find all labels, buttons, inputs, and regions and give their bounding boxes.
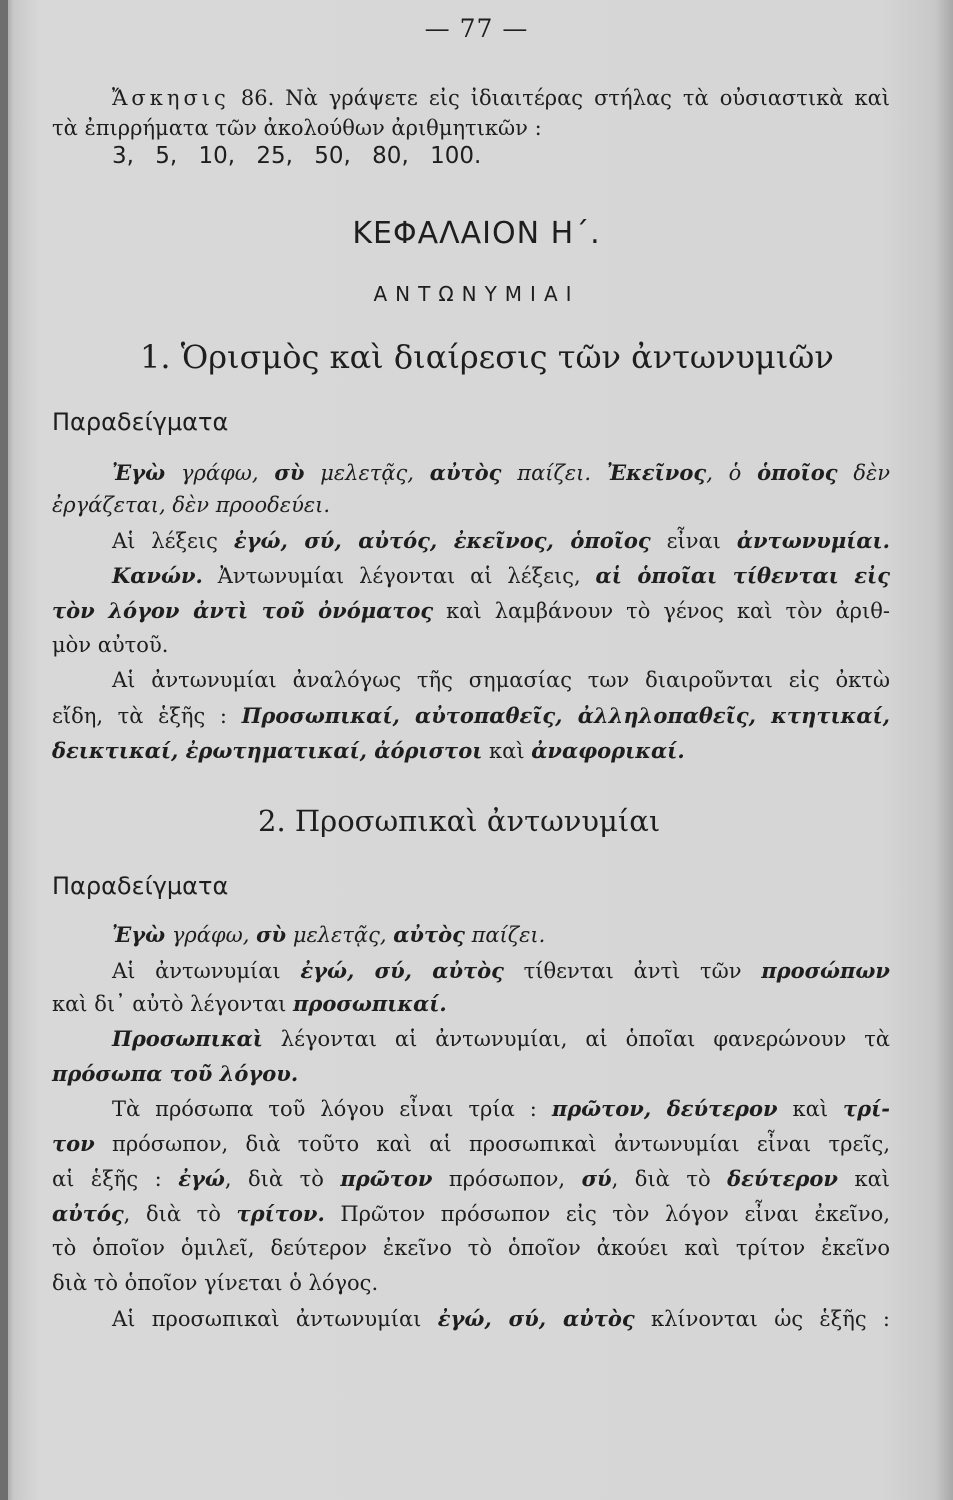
term-prosopikai: προσωπικαί. (293, 991, 447, 1016)
s2-para4-line5: τὸ ὁποῖον ὁμιλεῖ, δεύτερον ἐκεῖνο τὸ ὁποῖον ἀκούει καὶ τρίτον ἐκεῖνο (52, 1236, 890, 1260)
s1-para1-line2: ἐργάζεται, δὲν προοδεύει. (52, 493, 331, 517)
text: δὲν (837, 461, 890, 485)
s2-para4-line4 (52, 1201, 890, 1227)
word-sy: σὺ (256, 922, 287, 947)
text: παίζει. (464, 923, 546, 947)
page-number: — 77 — (424, 14, 529, 43)
text: Αἱ προσωπικαὶ ἀντωνυμίαι (112, 1307, 438, 1331)
s2-para5-line1 (112, 1306, 890, 1332)
pronoun-types: δεικτικαί, ἐρωτηματικαί, ἀόριστοι (52, 738, 483, 763)
s2-example-line (112, 922, 950, 948)
text: Πρῶτον πρόσωπον εἰς τὸν λόγον εἶναι ἐκεῖνο, (324, 1202, 890, 1226)
text: μελετᾷς, (286, 923, 394, 947)
word-ego: ἐγώ (178, 1166, 225, 1191)
s1-para4-line1: Αἱ ἀντωνυμίαι ἀναλόγως τῆς σημασίας των διαιροῦνται εἰς ὀκτὼ (112, 668, 890, 692)
text: , ὁ (706, 461, 758, 485)
word-opoios: ὁποῖος (757, 460, 838, 485)
text: εἴδη, τὰ ἑξῆς : (52, 704, 242, 728)
section-2-examples-heading: Παραδείγματα (52, 872, 229, 900)
text: καὶ λαμβάνουν τὸ γένος καὶ τὸν ἀριθ- (433, 599, 890, 623)
s1-para4-line3 (52, 738, 890, 764)
text: Αἱ ἀντωνυμίαι (112, 959, 301, 983)
pronoun-list: ἐγώ, σύ, αὐτὸς (300, 958, 504, 983)
word-sy: σύ (581, 1166, 612, 1191)
term-persons: τρίτον. (236, 1201, 325, 1226)
text: Ἀντωνυμίαι λέγονται αἱ λέξεις, (202, 564, 596, 588)
pronoun-types: ἀναφορικαί. (531, 738, 685, 763)
word-ekeinos: Ἐκεῖνος (606, 460, 707, 485)
pronoun-list: ἐγώ, σύ, αὐτὸς (437, 1306, 635, 1331)
pronoun-types: Προσωπικαί, αὐτοπαθεῖς, ἀλληλοπαθεῖς, κτητικαί, (241, 703, 890, 728)
text: , διὰ τὸ (123, 1202, 237, 1226)
s1-rule-line2 (52, 598, 890, 624)
term-prosopikai: Προσωπικαὶ (112, 1026, 263, 1051)
exercise-text: 86. Νὰ γράψετε εἰς ἰδιαιτέρας στήλας τὰ οὐσιαστικὰ καὶ (240, 86, 890, 110)
chapter-subtitle: ΑΝΤΩΝΥΜΙΑΙ (373, 282, 580, 306)
text: γράφω, (165, 461, 275, 485)
term-antonymiai: ἀντωνυμίαι. (736, 528, 890, 553)
text: αἱ ἑξῆς : (52, 1167, 179, 1191)
text: Αἱ λέξεις (112, 529, 234, 553)
s2-para3-line2: πρόσωπα τοῦ λόγου. (52, 1061, 299, 1086)
section-1-examples-heading: Παραδείγματα (52, 408, 229, 436)
text: κλίνονται ὡς ἑξῆς : (634, 1307, 891, 1331)
text: γράφω, (165, 923, 257, 947)
term-persons: πρῶτον (340, 1166, 433, 1191)
text: πρόσωπον, (432, 1167, 582, 1191)
s2-para2-line1 (112, 958, 890, 984)
s1-para2-line1 (112, 528, 890, 554)
text: παίζει. (501, 461, 607, 485)
s2-para4-line1 (112, 1096, 890, 1122)
text: πρόσωπον, διὰ τοῦτο καὶ αἱ προσωπικαὶ ἀντωνυμίαι εἶναι τρεῖς, (94, 1132, 890, 1156)
chapter-title: ΚΕΦΑΛΑΙΟΝ Η΄. (352, 216, 601, 251)
term-persons: πρῶτον, δεύτερον (551, 1096, 778, 1121)
section-2-title: 2. Προσωπικαὶ ἀντωνυμίαι (258, 804, 661, 838)
word-aftos: αὐτὸς (429, 460, 502, 485)
s2-para4-line3 (52, 1166, 890, 1192)
text: Τὰ πρόσωπα τοῦ λόγου εἶναι τρία : (112, 1097, 552, 1121)
word-aftos: αὐτός (52, 1201, 124, 1226)
text: εἶναι (650, 529, 737, 553)
term-persons: δεύτερον (727, 1166, 838, 1191)
pronoun-list: ἐγώ, σύ, αὐτός, ἐκεῖνος, ὁποῖος (233, 528, 651, 553)
word-sy: σὺ (274, 460, 305, 485)
text: καὶ (777, 1097, 844, 1121)
s1-rule-line3: μὸν αὐτοῦ. (52, 633, 169, 657)
text: καὶ (837, 1167, 891, 1191)
s2-para4-line2 (52, 1131, 890, 1157)
text: καὶ δι᾽ αὐτὸ λέγονται (52, 992, 294, 1016)
s2-para4-line6: διὰ τὸ ὁποῖον γίνεται ὁ λόγος. (52, 1271, 379, 1295)
term-persons: τον (52, 1131, 95, 1156)
term-persons: τρί- (843, 1096, 891, 1121)
rule-label: Κανών. (112, 563, 203, 588)
rule-emphasis: τὸν λόγον ἀντὶ τοῦ ὀνόματος (52, 598, 434, 623)
text: λέγονται αἱ ἀντωνυμίαι, αἱ ὁποῖαι φανερώνουν τὰ (262, 1027, 890, 1051)
s2-para2-line2 (52, 991, 890, 1017)
word-aftos: αὐτὸς (393, 922, 465, 947)
word-ego: Ἐγὼ (112, 922, 166, 947)
text: τίθενται ἀντὶ τῶν (503, 959, 762, 983)
word-ego: Ἐγὼ (112, 460, 166, 485)
rule-emphasis: αἱ ὁποῖαι τίθενται εἰς (595, 563, 890, 588)
s1-rule-line1 (112, 563, 890, 589)
exercise-line-2: τὰ ἐπιρρήματα τῶν ἀκολούθων ἀριθμητικῶν : (52, 116, 542, 140)
term-prosopon: προσώπων (761, 958, 890, 983)
text: , διὰ τὸ (224, 1167, 341, 1191)
s2-para3-line1 (112, 1026, 890, 1052)
s1-para1-line1 (112, 460, 890, 486)
s1-para4-line2 (52, 703, 890, 729)
text: μελετᾷς, (304, 461, 430, 485)
text: , διὰ τὸ (611, 1167, 728, 1191)
exercise-numbers: 3, 5, 10, 25, 50, 80, 100. (112, 143, 482, 169)
exercise-label: Ἄσκησις (112, 86, 230, 110)
section-1-title: 1. Ὁρισμὸς καὶ διαίρεσις τῶν ἀντωνυμιῶν (140, 338, 834, 376)
exercise-line-1 (112, 86, 890, 111)
text: καὶ (482, 739, 532, 763)
